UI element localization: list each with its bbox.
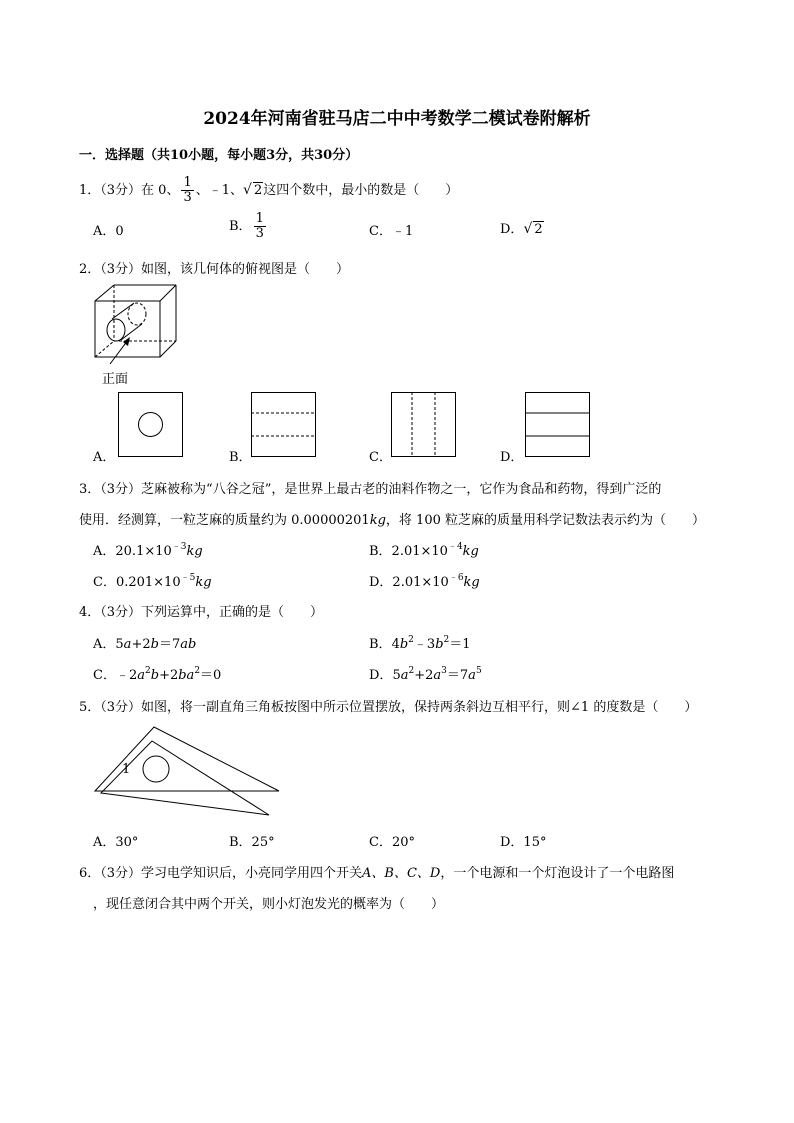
q1-option-b-fraction: [254, 212, 266, 241]
cube-with-cylinder-figure: [90, 282, 190, 362]
q4-option-d-label: D．: [369, 668, 393, 683]
front-label: 正面: [102, 372, 129, 387]
q2-option-c-label: C．: [369, 450, 392, 465]
q4-option-d: D．$5a^2+2a^3=7a^5$: [369, 666, 482, 683]
q1-option-a: A．0: [93, 224, 124, 239]
q5-option-d: D．15°: [500, 835, 547, 850]
q3-option-c-exp: ﹣5: [180, 573, 196, 583]
triangle-rulers-figure: [94, 723, 274, 818]
sqrt-icon: √: [243, 182, 252, 198]
question-1: [79, 176, 458, 205]
q1-option-b: [229, 212, 268, 241]
q3-option-b: [369, 540, 479, 559]
q3-option-d-unit: kg: [463, 575, 480, 590]
q3-option-b-base: B．2.01×10: [369, 544, 448, 559]
q2-option-d-figure: [525, 392, 591, 458]
angle-1-label: 1: [122, 762, 131, 777]
q3-option-d: [369, 571, 480, 590]
question-4: 4．（3分）下列运算中，正确的是（ ）: [79, 605, 324, 620]
q3-option-a-unit: kg: [186, 544, 203, 559]
q2-option-b-label: B．: [229, 450, 252, 465]
q4-option-a: A．5a+2b＝7ab: [93, 637, 197, 652]
section-heading: 一．选择题（共10小题，每小题3分，共30分）: [79, 148, 359, 163]
q1-option-d-label: D．: [500, 222, 524, 237]
q1-fraction: [181, 176, 193, 205]
q1-option-d: [500, 218, 544, 237]
q3-line2-pre: 使用．经测算，一粒芝麻的质量约为 0.00000201: [79, 513, 370, 528]
q2-option-a-figure: [118, 392, 184, 458]
q3-option-a: [93, 540, 203, 559]
q3-line2-unit: kg: [369, 513, 386, 528]
question-6-line-2: ，现任意闭合其中两个开关，则小灯泡发光的概率为（ ）: [93, 897, 445, 912]
q2-option-d-label: D．: [500, 450, 524, 465]
q4-option-b-label: B．: [369, 637, 392, 652]
q3-option-a-exp: ﹣3: [171, 542, 187, 552]
q6-line1-pre: 6．（3分）学习电学知识后，小亮同学用四个开关: [79, 866, 363, 881]
q1-option-b-label: B．: [229, 219, 252, 234]
q1-option-c: C．﹣1: [369, 224, 414, 239]
q2-option-a-label: A．: [93, 450, 116, 465]
q4-option-c: C．$﹣2a^2b+2ba^2=0$: [93, 666, 222, 683]
q3-option-d-base: D．2.01×10: [369, 575, 449, 590]
q1-text-post: 这四个数中，最小的数是（ ）: [263, 183, 459, 198]
q4-option-a-label: A．: [93, 637, 116, 652]
q1-text-pre: 1．（3分）在 0、: [79, 183, 180, 198]
question-5: 5．（3分）如图，将一副直角三角板按图中所示位置摆放，保持两条斜边互相平行，则∠1 的度数是（ ）: [79, 700, 698, 715]
q3-option-a-base: A．20.1×10: [93, 544, 172, 559]
q3-option-c: [93, 571, 212, 590]
q3-line2-post: ，将 100 粒芝麻的质量用科学记数法表示约为（ ）: [385, 513, 705, 528]
q1-frac-den: 3: [183, 190, 192, 205]
q6-line1-post: ，一个电源和一个灯泡设计了一个电路图: [440, 866, 675, 881]
question-3-line-2: [79, 509, 705, 528]
question-3-line-1: 3．（3分）芝麻被称为“八谷之冠”，是世界上最古老的油料作物之一，它作为食品和药物，得到广泛的: [79, 482, 662, 497]
question-6-line-1: [79, 862, 674, 881]
q2-option-c-figure: [391, 392, 457, 458]
page-title: 2024年河南省驻马店二中中考数学二模试卷附解析: [203, 109, 591, 129]
q1-text-mid: 、﹣1、: [195, 183, 244, 198]
q1-frac-num: 1: [183, 175, 192, 190]
q1-sqrt-radicand: 2: [253, 183, 263, 198]
q3-option-c-base: C．0.201×10: [93, 575, 181, 590]
q1-option-d-radicand: 2: [534, 222, 543, 237]
q3-option-c-unit: kg: [195, 575, 212, 590]
sqrt-icon: √: [523, 221, 533, 237]
q3-option-b-unit: kg: [462, 544, 479, 559]
q5-option-c: C．20°: [369, 835, 415, 850]
q6-switches: A、B、C、D: [362, 866, 441, 881]
q1-option-b-num: 1: [255, 211, 264, 226]
q5-option-b: B．25°: [229, 835, 275, 850]
q5-option-a: A．30°: [93, 835, 139, 850]
q2-option-b-figure: [251, 392, 317, 458]
q3-option-d-exp: ﹣6: [448, 573, 464, 583]
q4-option-c-label: C．: [93, 668, 116, 683]
q4-option-b: B．$4b^2﹣3b^2=1$: [369, 635, 471, 652]
question-2: 2．（3分）如图，该几何体的俯视图是（ ）: [79, 262, 350, 277]
q3-option-b-exp: ﹣4: [447, 542, 463, 552]
q1-option-b-den: 3: [255, 226, 264, 241]
front-direction-arrow-icon: [108, 334, 138, 368]
